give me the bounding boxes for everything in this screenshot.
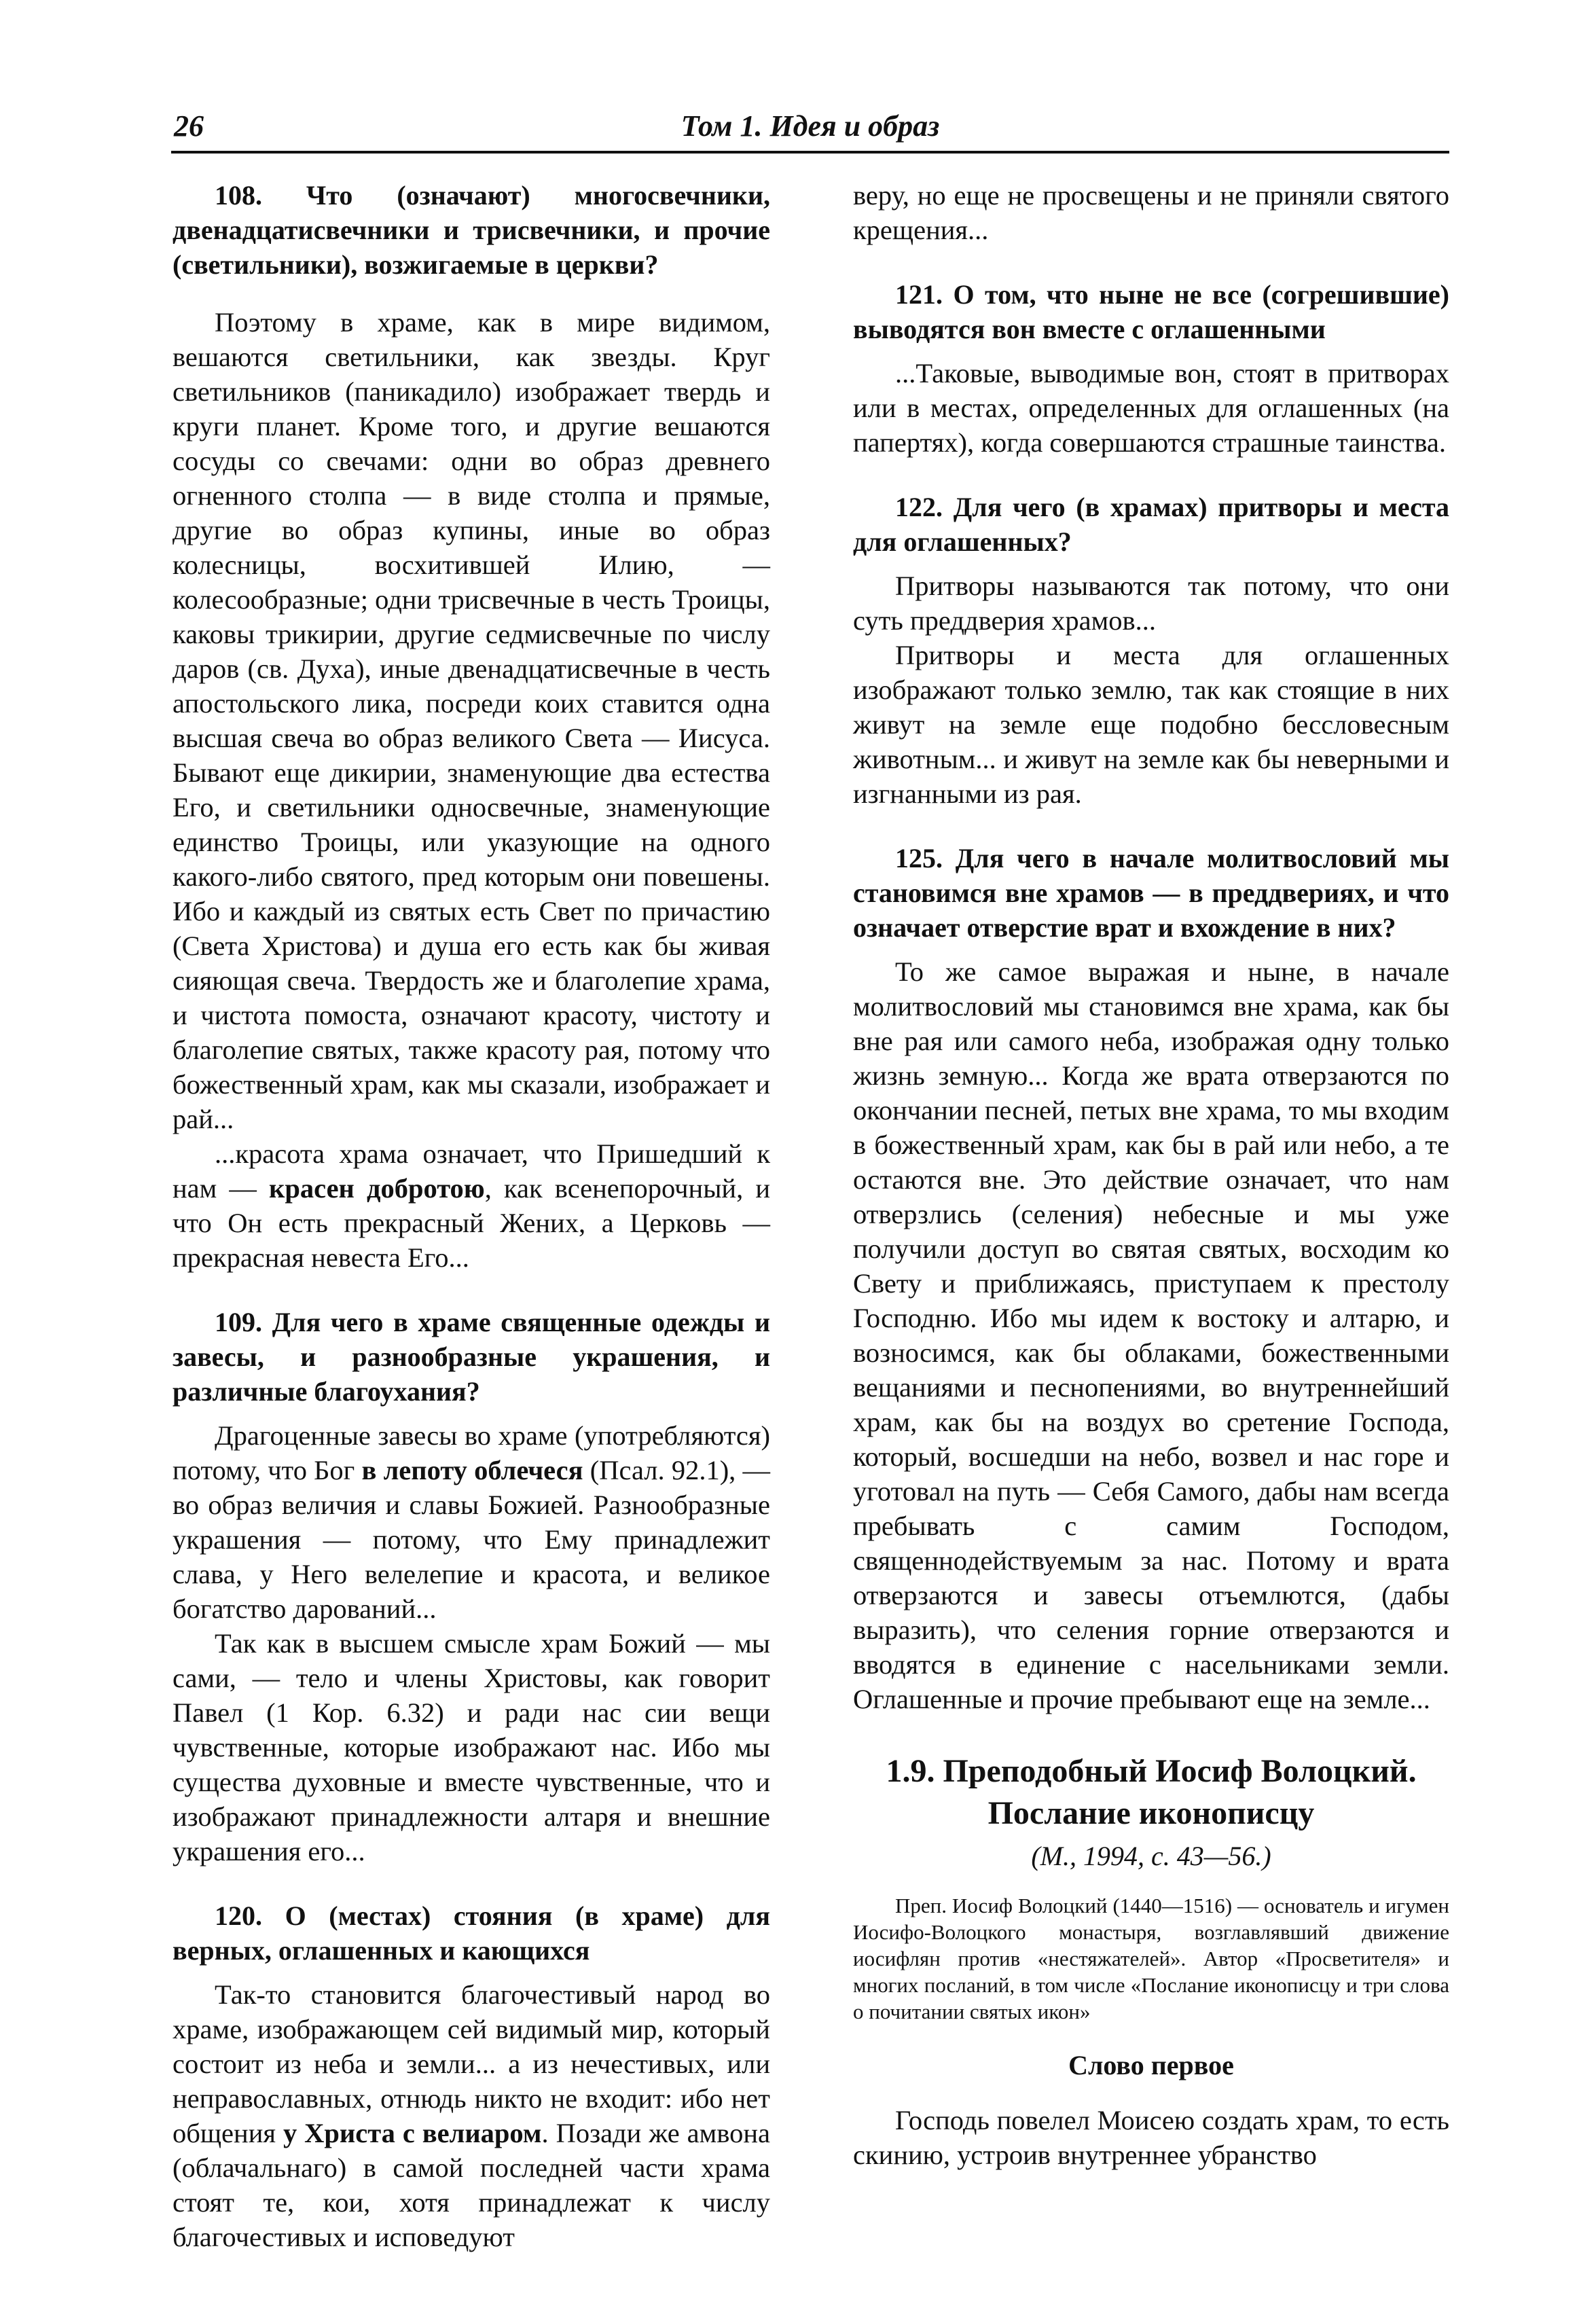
question-109-title: 109. Для чего в храме священные одежды и завесы, и разнообразные украшения, и различные благоухания? (173, 1307, 770, 1407)
question-108-paragraph-1: Поэтому в храме, как в мире видимом, вешаются светильники, как звезды. Круг светильников (паникадило) изображает твердь и круги планет. Кроме того, и другие вешаются сосуды со свечами: одни во образ древнего огненного столпа — в виде столпа и прямые, другие во образ купины, иные во образ колесницы, восхитившей Илию, — колесообразные; одни трисвечные в честь Троицы, каковы трикирии, другие седмисвечные по числу даров (св. Духа), иные двенадцатисвечные в честь апостольского лика, посреди коих ставится одна высшая свеча во образ великого Света — Иисуса. Бывают еще дикирии, знаменующие два естества Его, и светильники односвечные, знаменующие единство Троицы, или указующие на одного какого-либо святого, пред которым они повешены. Ибо и каждый из святых есть Свет по причастию (Света Христова) и душа его есть как бы живая сияющая свеча. Твердость же и благолепие храма, и чистота помоста, означают красоту, чистоту и благолепие святых, также красоту рая, потому что божественный храм, как мы сказали, изображает и рай... (173, 307, 770, 1134)
page-number: 26 (174, 109, 204, 143)
question-122-title: 122. Для чего (в храмах) притворы и места для оглашенных? (853, 492, 1449, 557)
question-108-paragraph-2: ...красота храма означает, что Пришедший к нам — красен добротою, как всенепорочный, и что Он есть прекрасный Жених, а Церковь — прекрасная невеста Его... (173, 1138, 770, 1273)
section-source: (М., 1994, с. 43—56.) (1031, 1841, 1271, 1871)
question-109-paragraph-2: Так как в высшем смысле храм Божий — мы сами, — тело и члены Христовы, как говорит Павел (1 Кор. 6.32) и ради нас сии вещи чувственные, которые изображают нас. Ибо мы существа духовные и вместе чувственные, что и изображают принадлежности алтаря и внешние украшения его... (173, 1628, 770, 1867)
question-121-title: 121. О том, что ныне не все (согрешившие) выводятся вон вместе с оглашенными (853, 279, 1449, 344)
author-bio: Преп. Иосиф Волоцкий (1440—1516) — основатель и игумен Иосифо-Волоцкого монастыря, возглавлявший движение иосифлян против «нестяжателей». Автор «Просветителя» и многих посланий, в том числе «Послание иконописцу и три слова о почитании святых икон» (853, 1894, 1449, 2023)
question-125-title: 125. Для чего в начале молитвословий мы становимся вне храмов — в преддвериях, и что означает отверстие врат и вхождение в них? (853, 843, 1449, 943)
subsection-title: Слово первое (1068, 2050, 1234, 2080)
section-title-line-1: 1.9. Преподобный Иосиф Волоцкий. (886, 1753, 1417, 1789)
question-108-title: 108. Что (означают) многосвечники, двенадцатисвечники и трисвечники, и прочие (светильники), возжигаемые в церкви? (173, 180, 770, 280)
question-120-title: 120. О (местах) стояния (в храме) для верных, оглашенных и кающихся (173, 1900, 770, 1966)
left-column (173, 178, 770, 2254)
question-125-paragraph-1: То же самое выражая и ныне, в начале молитвословий мы становимся вне храма, как бы вне рая или самого неба, изображая одну только жизнь земную... Когда же врата отверзаются по окончании песней, петых вне храма, то мы входим в божественный храм, как бы в рай или небо, а те остаются вне. Это действие означает, что нам отверзлись (селения) небесные и мы уже получили доступ во святая святых, восходим ко Свету и приближаясь, приступаем к престолу Господню. Ибо мы идем к востоку и алтарю, и возносимся, как бы облаками, божественными вещаниями и песнопениями, во внутреннейший храм, как бы на воздух во сретение Господа, который, восшедши на небо, возвел и нас горе и уготовал на путь — Себя Самого, дабы нам всегда пребывать с самим Господом, священнодействуемым за нас. Потому и врата отверзаются и завесы отъемлются, (дабы выразить), что селения горние отверзаются и вводятся в единение с насельниками земли. Оглашенные и прочие пребывают еще на земле... (853, 956, 1449, 1714)
emphasis-text: в лепоту облечеся (361, 1455, 583, 1485)
question-121-paragraph-1: ...Таковые, выводимые вон, стоят в притворах или в местах, определенных для оглашенных (на папертях), когда совершаются страшные таинства. (853, 358, 1449, 458)
right-column (853, 178, 1449, 2172)
section-title (853, 1750, 1449, 1835)
emphasis-text: у Христа с велиаром (283, 2118, 542, 2148)
final-paragraph: Господь повелел Моисею создать храм, то есть скинию, устроив внутреннее убранство (853, 2105, 1449, 2170)
section-title-line-2: Послание иконописцу (987, 1795, 1315, 1831)
question-109-paragraph-1: Драгоценные завесы во храме (употребляются) потому, что Бог в лепоту облечеся (Псал. 92.1), — во образ величия и славы Божией. Разнообразные украшения — потому, что Ему принадлежит слава, у Него велелепие и красота, и великое богатство дарований... (173, 1420, 771, 1624)
continued-text: веру, но еще не просвещены и не приняли святого крещения... (853, 180, 1449, 245)
question-122-paragraph-1: Притворы называются так потому, что они суть преддверия храмов... (853, 571, 1449, 636)
question-122-paragraph-2: Притворы и места для оглашенных изображают только землю, так как стоящие в них живут на земле еще подобно бессловесным животным... и живут на земле как бы неверными и изгнанными из рая. (853, 640, 1449, 809)
emphasis-text: красен добротою (268, 1173, 485, 1204)
question-120-paragraph-1: Так-то становится благочестивый народ во храме, изображающем сей видимый мир, который состоит из неба и земли... а из нечестивых, или неправославных, отнюдь никто не входит: ибо нет общения у Христа с велиаром. Позади же амвона (облачальнаго) в самой последней части храма стоят те, кои, хотя принадлежат к числу благочестивых и исповедуют (173, 1979, 770, 2252)
page-header (171, 109, 1449, 154)
running-title: Том 1. Идея и образ (681, 109, 940, 143)
